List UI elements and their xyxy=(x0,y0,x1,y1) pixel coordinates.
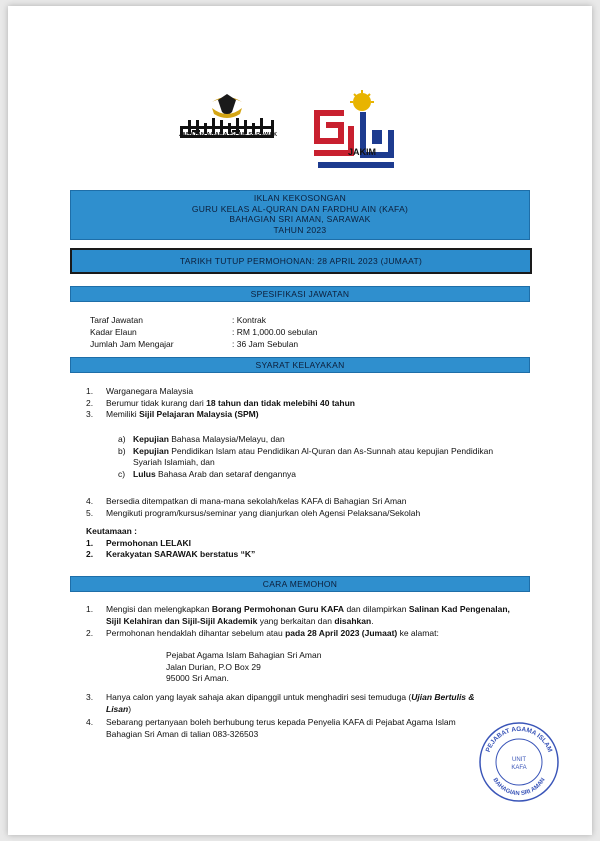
closing-date-banner: TARIKH TUTUP PERMOHONAN: 28 APRIL 2023 (JUMAAT) xyxy=(70,248,532,274)
svg-text:BAHAGIAN SRI AMAN xyxy=(491,777,546,797)
stamp-top-text: PEJABAT AGAMA ISLAM xyxy=(484,725,554,754)
sub-item-bold: Lulus xyxy=(133,468,156,479)
sub-item-bold: Kepujian xyxy=(133,445,169,456)
item-text: Mengikuti program/kursus/seminar yang dianjurkan oleh Agensi Pelaksana/Sekolah xyxy=(106,507,421,518)
spec-value: : Kontrak xyxy=(232,315,267,325)
spec-label: Taraf Jawatan xyxy=(90,315,143,325)
item-number: 1. xyxy=(86,537,94,548)
spec-label: Jumlah Jam Mengajar xyxy=(90,339,174,349)
sub-item-letter: c) xyxy=(118,468,126,479)
item-bold-italic-text: Ujian Bertulis & Lisan xyxy=(106,692,475,714)
item-bold-text: Borang Permohonan Guru KAFA xyxy=(211,604,345,614)
item-text: yang berkaitan dan xyxy=(257,615,335,626)
spec-label: Kadar Elaun xyxy=(90,327,137,337)
jakim-label: JAKIM xyxy=(348,147,377,157)
item-bold-text: Salinan Kad Pengenalan, Sijil Kelahiran dan Sijil-Sijil Akademik xyxy=(106,604,510,626)
item-number: 4. xyxy=(86,496,94,506)
item-text: ) xyxy=(128,703,132,714)
item-number: 1. xyxy=(86,386,94,396)
address-line: Pejabat Agama Islam Bahagian Sri Aman xyxy=(166,650,322,660)
address-line: 95000 Sri Aman. xyxy=(166,673,229,683)
title-line-2: GURU KELAS AL-QURAN DAN FARDHU AIN (KAFA) xyxy=(191,203,409,214)
keutamaan-item xyxy=(86,538,526,550)
stamp-bottom-text: BAHAGIAN SRI AMAN xyxy=(491,777,547,798)
sub-item-letter: b) xyxy=(118,445,126,456)
sub-item xyxy=(118,446,518,469)
spesifikasi-table xyxy=(90,314,318,350)
address-line: Jalan Durian, P.O Box 29 xyxy=(166,661,261,672)
cara-heading: CARA MEMOHON xyxy=(70,576,530,592)
spec-row xyxy=(90,326,318,338)
title-line-4: TAHUN 2023 xyxy=(273,224,327,235)
title-line-1: IKLAN KEKOSONGAN xyxy=(253,193,347,203)
sub-item xyxy=(118,469,518,481)
item-bold-text: disahkan xyxy=(334,615,372,626)
item-number: 2. xyxy=(86,628,94,638)
item-number: 3. xyxy=(86,692,94,702)
logo-header xyxy=(8,6,592,181)
item-text: Warganegara Malaysia xyxy=(106,386,194,396)
item-text: Hanya calon yang layak sahaja akan dipanggil untuk menghadiri sesi temuduga ( xyxy=(106,692,412,702)
list-item xyxy=(86,717,486,740)
spec-value: : 36 Jam Sebulan xyxy=(232,339,299,349)
list-item xyxy=(86,398,526,410)
item-text: Memiliki xyxy=(106,409,140,419)
address-block xyxy=(166,650,321,685)
spec-value: : RM 1,000.00 sebulan xyxy=(232,327,318,337)
item-number: 4. xyxy=(86,717,94,727)
spec-row xyxy=(90,314,318,326)
svg-text:PEJABAT AGAMA ISLAM xyxy=(485,726,553,753)
keutamaan-heading: Keutamaan : xyxy=(86,526,138,536)
list-item xyxy=(86,628,526,640)
item-number: 1. xyxy=(86,604,94,614)
sub-item-text: Pendidikan Islam atau Pendidikan Al-Quran dan As-Sunnah atau kepujian Pendidikan Syariah Islamiah, dan xyxy=(133,445,494,467)
list-item xyxy=(86,496,526,508)
syarat-sublist xyxy=(118,434,518,480)
title-banner xyxy=(70,190,530,240)
announcement-page xyxy=(8,6,592,835)
list-item xyxy=(86,409,526,421)
item-bold-text: Sijil Pelajaran Malaysia (SPM) xyxy=(139,409,259,419)
syarat-list-2 xyxy=(86,496,526,519)
syarat-list xyxy=(86,386,526,421)
sub-item-bold: Kepujian xyxy=(133,434,169,444)
item-text: Sebarang pertanyaan boleh berhubung terus kepada Penyelia KAFA di Pejabat Agama Islam Bahagian Sri Aman di talian 083-326503 xyxy=(106,717,456,739)
item-text: Permohonan LELAKI xyxy=(106,537,192,548)
item-text: dan dilampirkan xyxy=(344,604,409,614)
stamp-center-line-2: KAFA xyxy=(511,765,527,771)
item-text: Mengisi dan melengkapkan xyxy=(106,604,212,614)
item-text: Berumur tidak kurang dari xyxy=(106,397,207,408)
list-item xyxy=(86,508,526,520)
title-line-3: BAHAGIAN SRI AMAN, SARAWAK xyxy=(229,214,371,224)
stamp-center-line-1: UNIT xyxy=(512,757,526,763)
item-number: 3. xyxy=(86,409,94,419)
item-bold-text: 18 tahun dan tidak melebihi 40 tahun xyxy=(206,397,355,408)
item-text: ke alamat: xyxy=(397,628,439,638)
item-bold-text: pada 28 April 2023 (Jumaat) xyxy=(285,628,398,638)
jais-logo xyxy=(172,90,282,170)
cara-list xyxy=(86,604,526,640)
list-item xyxy=(86,604,526,627)
official-stamp xyxy=(478,721,560,803)
jakim-logo xyxy=(308,90,408,178)
list-item xyxy=(86,692,486,715)
item-text: Bersedia ditempatkan di mana-mana sekolah/kelas KAFA di Bahagian Sri Aman xyxy=(106,496,407,506)
list-item xyxy=(86,386,526,398)
spesifikasi-heading: SPESIFIKASI JAWATAN xyxy=(70,286,530,302)
item-text: Permohonan hendaklah dihantar sebelum atau xyxy=(106,628,286,638)
keutamaan-item xyxy=(86,549,526,561)
item-text: . xyxy=(371,615,374,626)
spec-row xyxy=(90,338,318,350)
syarat-heading: SYARAT KELAYAKAN xyxy=(70,357,530,373)
sub-item-text: Bahasa Arab dan setaraf dengannya xyxy=(155,468,297,479)
jais-caption: JABATAN AGAMA ISLAM SARAWAK xyxy=(178,132,278,138)
sub-item-text: Bahasa Malaysia/Melayu, dan xyxy=(168,434,285,444)
cara-list-2 xyxy=(86,692,486,740)
sub-item xyxy=(118,434,518,446)
item-number: 2. xyxy=(86,549,94,559)
item-number: 5. xyxy=(86,507,94,518)
sub-item-letter: a) xyxy=(118,434,126,444)
item-number: 2. xyxy=(86,397,94,408)
keutamaan-section xyxy=(86,526,526,561)
item-text: Kerakyatan SARAWAK berstatus “K” xyxy=(106,549,256,559)
